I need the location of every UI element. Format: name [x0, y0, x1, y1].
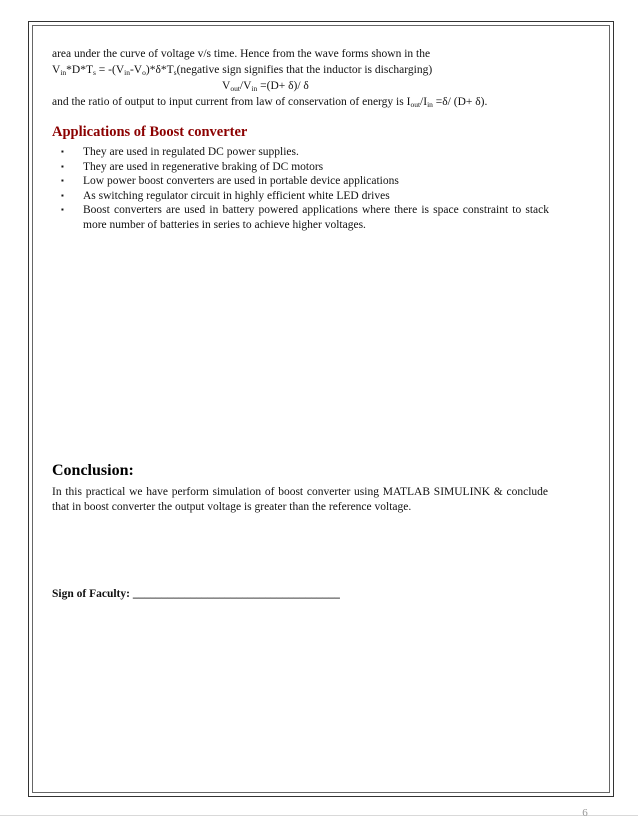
sign-of-faculty — [52, 588, 340, 600]
bullet-icon: ▪ — [61, 161, 64, 171]
bullet-icon: ▪ — [61, 190, 64, 200]
sign-label: Sign of Faculty: — [52, 588, 130, 600]
conclusion-heading: Conclusion: — [52, 462, 134, 479]
conclusion-text: In this practical we have perform simulation of boost converter using MATLAB SIMULINK & conclude that in boost converter the output voltage is greater than the reference voltage. — [52, 486, 548, 513]
list-item: ▪ They are used in regenerative braking of DC motors — [61, 160, 324, 173]
body-line-4: and the ratio of output to input current from law of conservation of energy is $I_{out}/I_{in} =\delta/$ (D+ δ). — [52, 96, 488, 109]
footer-rule — [0, 815, 638, 816]
list-item: ▪ They are used in regulated DC power supplies. — [61, 146, 299, 158]
bullet-icon: ▪ — [61, 176, 64, 186]
bullet-icon: ▪ — [61, 147, 64, 156]
list-item: ▪ Boost converters are used in battery powered applications where there is space constraint to stack more number of batteries in series to achieve higher voltages. — [61, 204, 549, 231]
bullet-icon: ▪ — [61, 205, 64, 215]
page-number: 6 — [582, 807, 588, 819]
sign-blank: ____________________________________ — [129, 588, 340, 600]
equation-line-2: $V_{out}/V_{in} =(D+ \delta)/$ δ — [222, 80, 309, 93]
equation-line-1: $V_{in}*D*T_s$ = $-(V_{in}-V_o)*\delta*T_s(negative$ sign signifies that the inductor is discharging) — [52, 64, 433, 77]
list-item: ▪ Low power boost converters are used in portable device applications — [61, 175, 399, 188]
applications-heading: Applications of Boost converter — [52, 124, 248, 140]
body-line-1: area under the curve of voltage v/s time. Hence from the wave forms shown in the — [52, 48, 431, 60]
list-item: ▪ As switching regulator circuit in highly efficient white LED drives — [61, 189, 390, 202]
applications-list — [59, 145, 549, 233]
